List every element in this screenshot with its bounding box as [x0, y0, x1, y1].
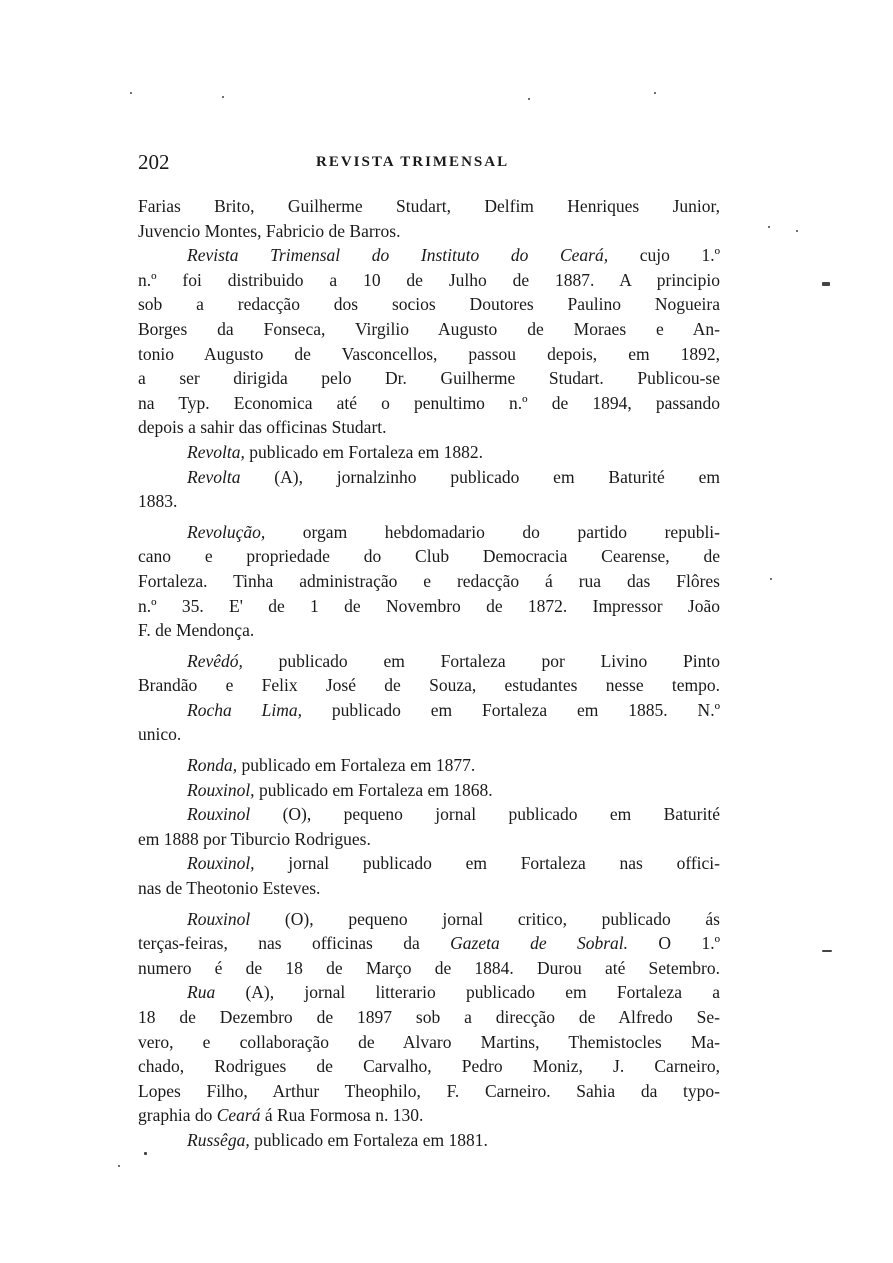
- line-text: n.º 35. E' de 1 de Novembro de 1872. Impressor João: [138, 595, 720, 616]
- text-line: [138, 698, 720, 723]
- journal-title: REVISTA TRIMENSAL: [316, 154, 510, 170]
- text-line: [138, 722, 720, 747]
- italic-title: Revêdó,: [187, 650, 243, 671]
- line-text: graphia do: [138, 1105, 217, 1126]
- line-text: publicado em Fortaleza em 1885. N.º: [301, 699, 720, 720]
- text-line: [138, 391, 720, 416]
- text-line: [138, 1128, 720, 1153]
- line-text: Borges da Fonseca, Virgilio Augusto de Moraes e An-: [138, 318, 720, 339]
- italic-title: Rocha Lima,: [187, 699, 302, 720]
- line-text: terças-feiras, nas officinas da: [138, 933, 451, 954]
- line-text: 1883.: [138, 491, 178, 512]
- line-text: publicado em Fortaleza em 1877.: [237, 755, 476, 776]
- line-text: a ser dirigida pelo Dr. Guilherme Studart. Publicou-se: [138, 368, 720, 389]
- text-line: [138, 569, 720, 594]
- italic-title: Revolta: [187, 466, 241, 487]
- text-line: [138, 465, 720, 490]
- line-text: F. de Mendonça.: [138, 620, 255, 641]
- text-line: [138, 219, 720, 244]
- scan-speck: [822, 282, 830, 286]
- text-line: [138, 520, 720, 545]
- text-line: [138, 342, 720, 367]
- line-text: publicado em Fortaleza em 1882.: [244, 441, 483, 462]
- scan-speck: [768, 226, 770, 228]
- italic-title: Revista Trimensal do Instituto do Ceará,: [187, 245, 609, 266]
- line-text: O 1.º: [628, 933, 720, 954]
- text-line: [138, 778, 720, 803]
- text-line: [138, 1079, 720, 1104]
- italic-title: Russêga,: [187, 1129, 250, 1150]
- text-line: [138, 544, 720, 569]
- line-text: publicado em Fortaleza por Livino Pinto: [242, 650, 720, 671]
- line-text: vero, e collaboração de Alvaro Martins, Themistocles Ma-: [138, 1031, 720, 1052]
- page-number: 202: [138, 150, 170, 174]
- text-line: [138, 292, 720, 317]
- scan-speck: [144, 1152, 147, 1155]
- scan-speck: [118, 1165, 120, 1167]
- line-text: (A), jornalzinho publicado em Baturité em: [240, 466, 720, 487]
- text-line: [138, 194, 720, 219]
- line-text: Brandão e Felix José de Souza, estudantes nesse tempo.: [138, 675, 720, 696]
- line-text: jornal publicado em Fortaleza nas offici-: [254, 853, 720, 874]
- line-text: (O), pequeno jornal publicado em Baturité: [250, 804, 720, 825]
- text-line: [138, 673, 720, 698]
- text-line: [138, 243, 720, 268]
- line-text: á Rua Formosa n. 130.: [260, 1105, 424, 1126]
- text-line: [138, 317, 720, 342]
- line-text: cujo 1.º: [608, 245, 720, 266]
- italic-title: Rua: [187, 982, 216, 1003]
- body-text: [138, 194, 720, 1153]
- text-line: [138, 366, 720, 391]
- line-text: nas de Theotonio Esteves.: [138, 878, 321, 899]
- line-text: depois a sahir das officinas Studart.: [138, 417, 387, 438]
- italic-title: Revolução,: [187, 521, 266, 542]
- line-text: chado, Rodrigues de Carvalho, Pedro Moniz, J. Carneiro,: [138, 1056, 720, 1077]
- line-text: publicado em Fortaleza em 1881.: [249, 1129, 488, 1150]
- line-text: tonio Augusto de Vasconcellos, passou depois, em 1892,: [138, 343, 720, 364]
- line-text: em 1888 por Tiburcio Rodrigues.: [138, 828, 371, 849]
- text-line: [138, 1005, 720, 1030]
- text-line: [138, 618, 720, 643]
- italic-title: Rouxinol,: [187, 853, 255, 874]
- line-text: Juvencio Montes, Fabricio de Barros.: [138, 220, 401, 241]
- line-text: (O), pequeno jornal critico, publicado ás: [250, 908, 720, 929]
- line-text: 18 de Dezembro de 1897 sob a direcção de Alfredo Se-: [138, 1007, 720, 1027]
- text-line: [138, 649, 720, 674]
- italic-title: Gazeta de Sobral.: [450, 933, 629, 954]
- line-text: orgam hebdomadario do partido republi-: [265, 521, 720, 542]
- scan-speck: [822, 950, 832, 952]
- text-line: [138, 802, 720, 827]
- text-line: [138, 956, 720, 981]
- line-text: publicado em Fortaleza em 1868.: [254, 779, 493, 800]
- scan-speck: [770, 578, 772, 580]
- text-line: [138, 931, 720, 956]
- text-line: [138, 268, 720, 293]
- text-line: [138, 827, 720, 852]
- text-line: [138, 753, 720, 778]
- running-header: [138, 150, 720, 176]
- italic-title: Rouxinol: [187, 908, 251, 929]
- italic-title: Rouxinol,: [187, 779, 255, 800]
- italic-title: Rouxinol: [187, 804, 251, 825]
- italic-title: Ceará: [216, 1105, 261, 1126]
- line-text: Lopes Filho, Arthur Theophilo, F. Carneiro. Sahia da typo-: [138, 1080, 720, 1101]
- line-text: n.º foi distribuido a 10 de Julho de 1887. A principio: [138, 269, 720, 290]
- scan-speck: [222, 96, 224, 98]
- line-text: sob a redacção dos socios Doutores Paulino Nogueira: [138, 294, 720, 315]
- text-line: [138, 415, 720, 440]
- text-line: [138, 1054, 720, 1079]
- italic-title: Revolta,: [187, 441, 245, 462]
- text-line: [138, 489, 720, 514]
- line-text: cano e propriedade do Club Democracia Cearense, de: [138, 546, 720, 567]
- scan-speck: [130, 92, 132, 94]
- scan-speck: [796, 230, 798, 232]
- scan-speck: [528, 98, 530, 100]
- text-line: [138, 980, 720, 1005]
- text-line: [138, 1030, 720, 1055]
- text-line: [138, 876, 720, 901]
- text-line: [138, 851, 720, 876]
- italic-title: Ronda,: [187, 755, 238, 776]
- line-text: na Typ. Economica até o penultimo n.º de 1894, passando: [138, 392, 720, 413]
- text-line: [138, 594, 720, 619]
- text-line: [138, 440, 720, 465]
- scan-speck: [654, 92, 656, 94]
- line-text: (A), jornal litterario publicado em Fortaleza a: [215, 982, 720, 1003]
- line-text: numero é de 18 de Março de 1884. Durou até Setembro.: [138, 957, 720, 978]
- text-line: [138, 1103, 720, 1128]
- line-text: unico.: [138, 724, 182, 745]
- line-text: Farias Brito, Guilherme Studart, Delfim Henriques Junior,: [138, 196, 720, 216]
- line-text: Fortaleza. Tinha administração e redacção á rua das Flôres: [138, 570, 720, 591]
- text-line: [138, 907, 720, 932]
